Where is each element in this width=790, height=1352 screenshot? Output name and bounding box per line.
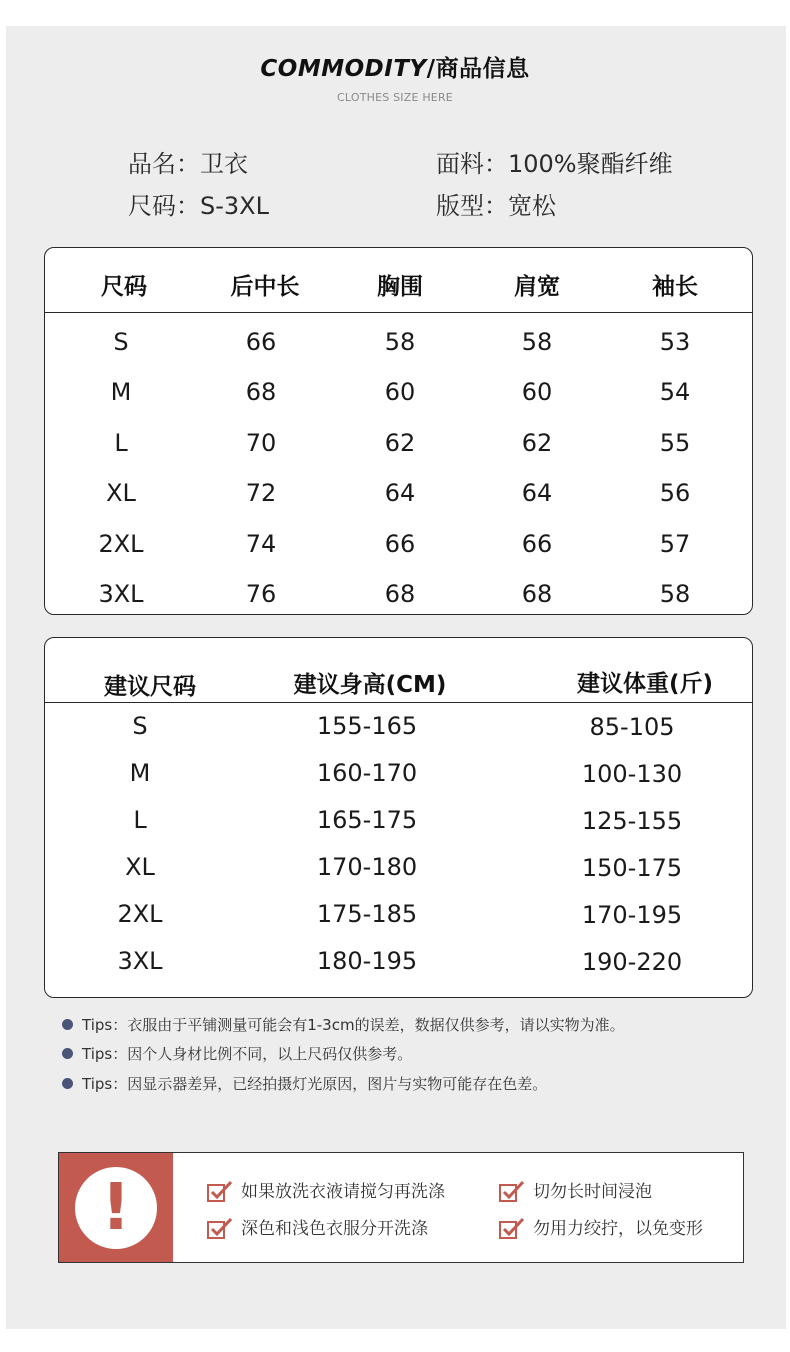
care-text: 如果放洗衣液请搅匀再洗涤	[241, 1182, 445, 1202]
size-cell: 74	[245, 530, 277, 558]
size-cell: 57	[659, 530, 691, 558]
recommend-table-header-divider	[45, 702, 752, 703]
recommend-cell: 85-105	[589, 713, 675, 741]
size-cell: L	[114, 429, 128, 457]
recommend-cell: XL	[125, 853, 155, 881]
bullet-icon	[62, 1048, 73, 1059]
care-item	[499, 1214, 703, 1239]
size-cell: 58	[659, 580, 691, 608]
page-subtitle: CLOTHES SIZE HERE	[337, 91, 453, 104]
size-cell: XL	[106, 479, 136, 507]
care-text: 深色和浅色衣服分开洗涤	[241, 1219, 428, 1239]
size-cell: 53	[659, 328, 691, 356]
size-cell: 62	[384, 429, 416, 457]
size-cell: 54	[659, 378, 691, 406]
recommend-header-cell: 建议身高(CM)	[293, 672, 447, 698]
size-header-cell: 肩宽	[514, 274, 560, 300]
tip-item	[62, 1014, 625, 1035]
checkbox-checked-icon	[499, 1180, 525, 1202]
care-instructions	[58, 1152, 744, 1263]
info-name: 品名：卫衣	[128, 150, 248, 178]
tip-text: Tips：因个人身材比例不同，以上尺码仅供参考。	[82, 1045, 413, 1063]
recommend-cell: 150-175	[581, 854, 683, 882]
recommend-header-cell: 建议尺码	[104, 674, 196, 700]
size-cell: 62	[521, 429, 553, 457]
recommend-cell: 165-175	[316, 806, 418, 834]
size-cell: 66	[384, 530, 416, 558]
bullet-icon	[62, 1078, 73, 1089]
care-text: 切勿长时间浸泡	[533, 1182, 652, 1202]
recommend-cell: M	[129, 759, 151, 787]
recommend-cell: 125-155	[581, 807, 683, 835]
exclamation-icon: !	[75, 1167, 157, 1249]
care-item	[207, 1214, 428, 1239]
tip-text: Tips：衣服由于平铺测量可能会有1-3cm的误差，数据仅供参考，请以实物为准。	[82, 1016, 625, 1034]
tip-text: Tips：因显示器差异，已经拍摄灯光原因，图片与实物可能存在色差。	[82, 1075, 548, 1093]
size-cell: 72	[245, 479, 277, 507]
recommend-cell: 155-165	[316, 712, 418, 740]
title-en: COMMODITY	[260, 56, 427, 82]
size-cell: 58	[384, 328, 416, 356]
size-header-cell: 胸围	[377, 274, 423, 300]
recommend-cell: L	[133, 806, 147, 834]
size-cell: 55	[659, 429, 691, 457]
size-cell: 56	[659, 479, 691, 507]
size-cell: 3XL	[98, 580, 144, 608]
bullet-icon	[62, 1019, 73, 1030]
care-item	[499, 1177, 652, 1202]
size-header-cell: 袖长	[652, 274, 698, 300]
recommend-cell: 170-180	[316, 853, 418, 881]
info-size: 尺码：S-3XL	[128, 192, 269, 220]
size-header-cell: 尺码	[101, 274, 147, 300]
title-cn: /商品信息	[426, 56, 530, 82]
checkbox-checked-icon	[207, 1180, 233, 1202]
recommend-cell: S	[132, 712, 148, 740]
care-text: 勿用力绞拧，以免变形	[533, 1219, 703, 1239]
recommend-cell: 2XL	[117, 900, 163, 928]
recommend-header-cell: 建议体重(斤)	[576, 671, 714, 697]
size-cell: S	[113, 328, 129, 356]
tip-item	[62, 1043, 412, 1064]
recommend-cell: 175-185	[316, 900, 418, 928]
size-cell: 70	[245, 429, 277, 457]
size-cell: 64	[384, 479, 416, 507]
size-cell: 68	[384, 580, 416, 608]
recommend-cell: 3XL	[117, 947, 163, 975]
warning-panel	[59, 1153, 173, 1262]
size-cell: 66	[245, 328, 277, 356]
size-cell: M	[110, 378, 132, 406]
info-material: 面料：100%聚酯纤维	[436, 150, 673, 178]
checkbox-checked-icon	[499, 1217, 525, 1239]
info-fit: 版型：宽松	[436, 192, 556, 220]
tip-item	[62, 1073, 547, 1094]
size-cell: 66	[521, 530, 553, 558]
recommend-table	[44, 637, 753, 998]
size-cell: 68	[245, 378, 277, 406]
care-item	[207, 1177, 445, 1202]
size-cell: 68	[521, 580, 553, 608]
recommend-cell: 170-195	[581, 901, 683, 929]
page-title	[0, 50, 790, 83]
recommend-cell: 100-130	[581, 760, 683, 788]
size-cell: 60	[384, 378, 416, 406]
recommend-cell: 180-195	[316, 947, 418, 975]
size-cell: 60	[521, 378, 553, 406]
size-cell: 2XL	[98, 530, 144, 558]
size-table	[44, 247, 753, 615]
size-header-cell: 后中长	[230, 274, 300, 300]
size-cell: 64	[521, 479, 553, 507]
size-cell: 58	[521, 328, 553, 356]
recommend-cell: 160-170	[316, 759, 418, 787]
checkbox-checked-icon	[207, 1217, 233, 1239]
size-cell: 76	[245, 580, 277, 608]
recommend-cell: 190-220	[581, 948, 683, 976]
size-table-header-divider	[45, 312, 752, 313]
